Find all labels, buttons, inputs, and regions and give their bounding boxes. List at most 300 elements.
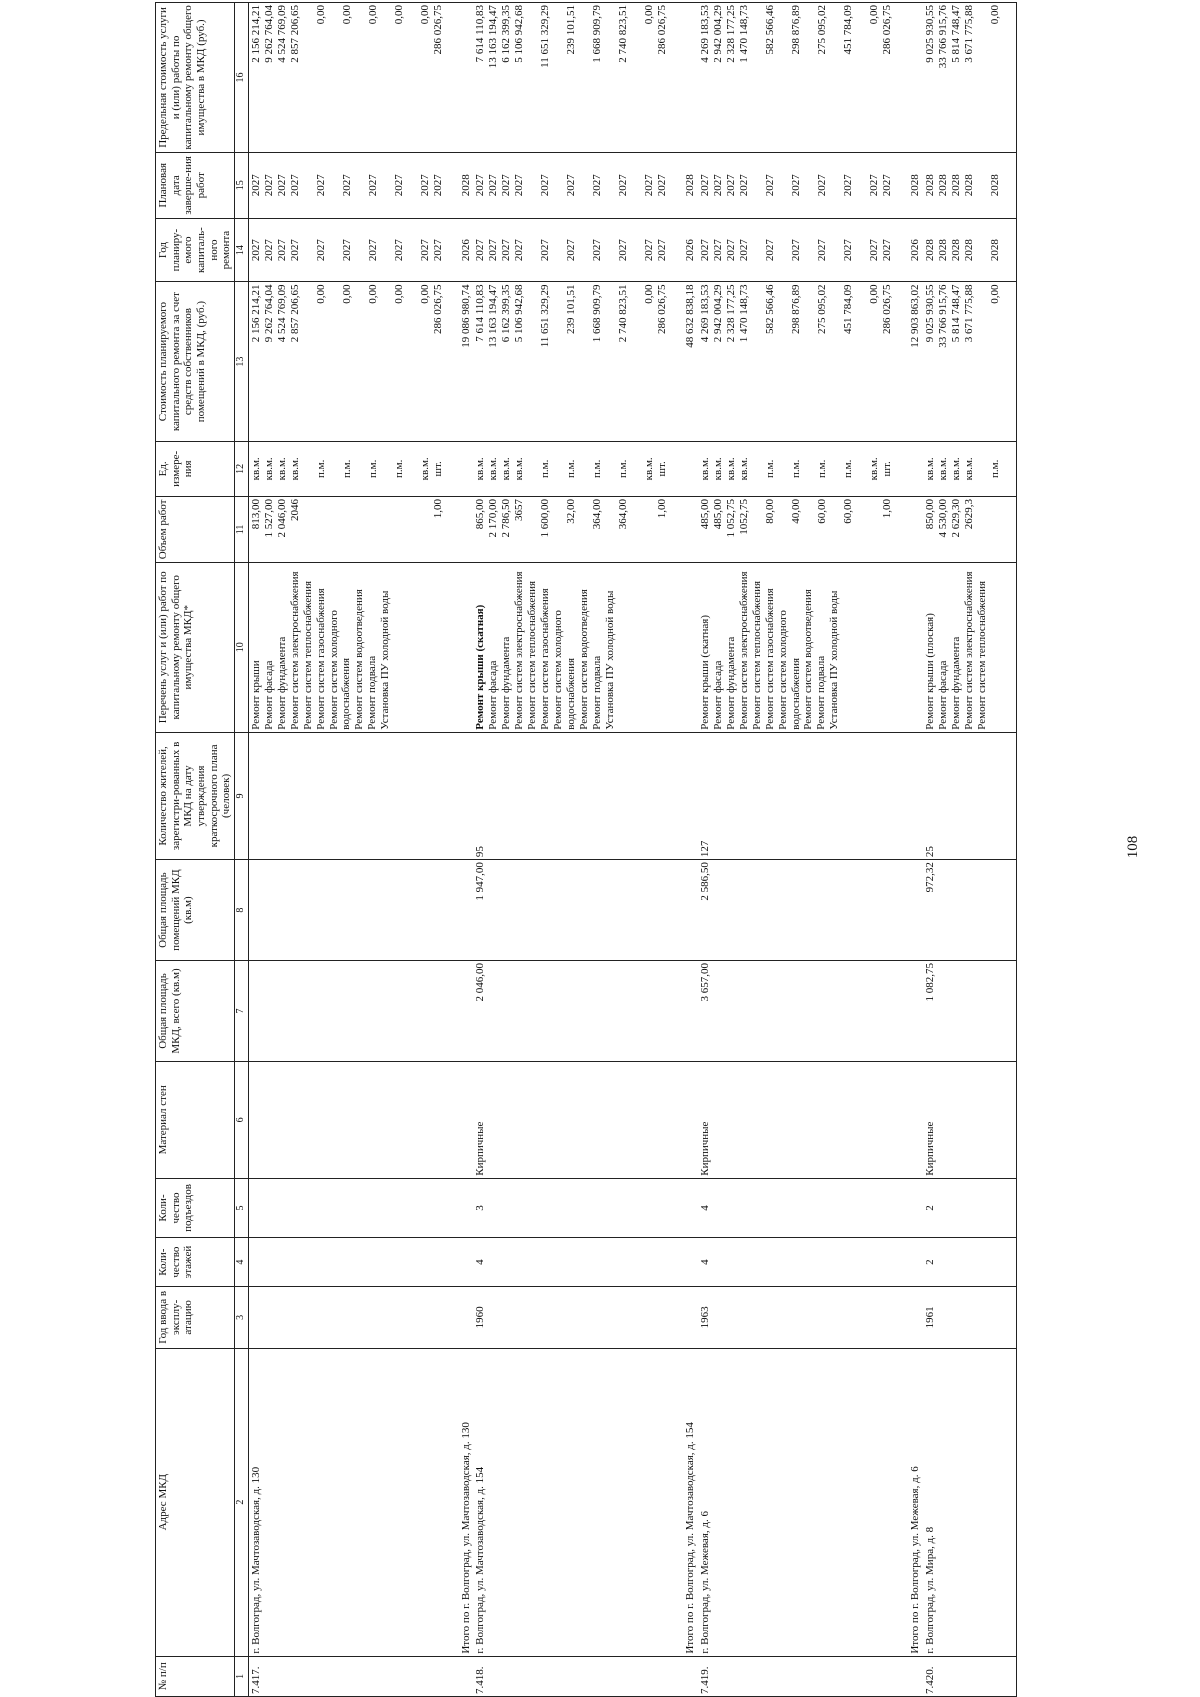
empty-cell bbox=[459, 1178, 474, 1237]
work-end bbox=[248, 152, 459, 218]
work-unit-line: кв.м. bbox=[936, 457, 949, 481]
empty-cell bbox=[683, 732, 698, 859]
work-name-line: Установка ПУ холодной воды bbox=[603, 590, 616, 730]
work-name-line: Ремонт систем газоснабжения bbox=[539, 588, 552, 730]
work-limit-line: 9 262 764,04 bbox=[262, 5, 275, 63]
residents-blank bbox=[698, 732, 908, 859]
work-limit-line: 4 524 769,09 bbox=[275, 5, 288, 63]
work-volume-line: 1 527,00 bbox=[262, 498, 275, 538]
col-header-residents: Количество жителей, зарегистри-рованных в МКД на дату утверждения краткосрочного плана (человек) bbox=[156, 732, 235, 859]
work-limit-line: 2 740 823,51 bbox=[617, 5, 630, 63]
work-name-line: Установка ПУ холодной воды bbox=[379, 590, 392, 730]
work-name-line: Ремонт фасада bbox=[936, 660, 949, 730]
col-header-area-total: Общая площадь МКД, всего (кв.м) bbox=[156, 961, 235, 1062]
work-name-line: Ремонт систем теплоснабжения bbox=[526, 580, 539, 730]
work-year-line: 2027 bbox=[366, 239, 379, 262]
column-number: 14 bbox=[234, 218, 248, 282]
work-volume-line: 1,00 bbox=[431, 498, 444, 519]
work-name-line: Ремонт систем электроснабжения bbox=[962, 571, 975, 730]
work-end-line: 2027 bbox=[842, 174, 855, 197]
work-unit bbox=[923, 441, 1017, 496]
work-volume-line: 1052,75 bbox=[738, 498, 751, 535]
work-end-line: 2028 bbox=[923, 174, 936, 197]
work-cost bbox=[923, 282, 1017, 441]
work-limit-line: 0,00 bbox=[314, 5, 327, 25]
work-end-line: 2027 bbox=[314, 174, 327, 197]
work-end-line: 2027 bbox=[656, 174, 669, 197]
work-volume-line: 60,00 bbox=[842, 498, 855, 524]
row-number: 7.417. bbox=[248, 1656, 459, 1696]
work-name bbox=[473, 562, 683, 732]
work-volume bbox=[923, 496, 1017, 562]
work-year-line: 2027 bbox=[500, 239, 513, 262]
work-cost-line: 275 095,02 bbox=[816, 284, 829, 334]
area-total: 3 657,00 bbox=[698, 961, 908, 1062]
page-number: 108 bbox=[1125, 835, 1141, 859]
total-row bbox=[459, 3, 474, 1697]
register-table bbox=[155, 2, 1017, 1697]
work-volume bbox=[698, 496, 908, 562]
work-unit-line: п.м. bbox=[314, 459, 327, 479]
work-cost-line: 0,00 bbox=[868, 284, 881, 304]
col-header-limit: Предельная стоимость услуги и (или) работы по капитальному ремонту общего имущества в МКД (руб.) bbox=[156, 3, 235, 153]
empty-cell bbox=[683, 1238, 698, 1287]
empty-cell bbox=[459, 732, 474, 859]
work-cost-line: 286 026,75 bbox=[881, 284, 894, 334]
empty-cell bbox=[908, 496, 923, 562]
work-unit-line: кв.м. bbox=[262, 457, 275, 481]
work-unit-line: кв.м. bbox=[418, 457, 431, 481]
work-volume-line: 32,00 bbox=[565, 498, 578, 524]
work-limit-line: 1 668 909,79 bbox=[591, 5, 604, 63]
work-end-line: 2027 bbox=[738, 174, 751, 197]
work-cost-line: 451 784,09 bbox=[842, 284, 855, 334]
address: г. Волгоград, ул. Мачтозаводская, д. 154 bbox=[473, 1348, 683, 1656]
work-unit-line: шт. bbox=[431, 461, 444, 477]
work-name-line: Ремонт подвала bbox=[815, 655, 828, 730]
work-limit-line: 239 101,51 bbox=[565, 5, 578, 55]
work-end-line: 2027 bbox=[591, 174, 604, 197]
column-number: 2 bbox=[234, 1348, 248, 1656]
residents: 127 bbox=[699, 840, 712, 858]
column-number: 6 bbox=[234, 1061, 248, 1178]
work-end-line: 2027 bbox=[474, 174, 487, 197]
wall-material: Кирпичные bbox=[923, 1061, 1017, 1178]
work-end-line: 2027 bbox=[249, 174, 262, 197]
work-volume-line: 40,00 bbox=[790, 498, 803, 524]
work-year-line: 2027 bbox=[881, 239, 894, 262]
total-cost: 48 632 838,18 bbox=[683, 282, 698, 441]
work-limit-line: 6 162 399,35 bbox=[500, 5, 513, 63]
empty-cell bbox=[908, 1287, 923, 1349]
work-name-line: Ремонт систем электроснабжения bbox=[513, 571, 526, 730]
work-unit-line: кв.м. bbox=[712, 457, 725, 481]
work-cost-line: 6 162 399,35 bbox=[500, 284, 513, 343]
work-end bbox=[698, 152, 908, 218]
col-header-floors: Коли-чество этажей bbox=[156, 1238, 235, 1287]
work-limit-line: 286 026,75 bbox=[881, 5, 894, 55]
work-name-line: Ремонт систем холодного водоснабжения bbox=[777, 610, 802, 730]
total-end: 2028 bbox=[459, 152, 474, 218]
area-total: 1 082,75 bbox=[923, 961, 1017, 1062]
work-end-line: 2027 bbox=[725, 174, 738, 197]
floors: 4 bbox=[698, 1238, 908, 1287]
work-name-line: Ремонт крыши (скатная) bbox=[474, 604, 487, 730]
work-volume-line: 60,00 bbox=[816, 498, 829, 524]
residents-blank bbox=[923, 732, 1017, 859]
work-year-line: 2027 bbox=[725, 239, 738, 262]
work-end-line: 2027 bbox=[392, 174, 405, 197]
work-limit-line: 1 470 148,73 bbox=[738, 5, 751, 63]
empty-cell bbox=[459, 3, 474, 153]
work-volume-line: 485,00 bbox=[699, 498, 712, 530]
column-number: 13 bbox=[234, 282, 248, 441]
column-number-row bbox=[234, 3, 248, 1697]
work-end-line: 2027 bbox=[699, 174, 712, 197]
work-volume-line: 3657 bbox=[513, 498, 526, 521]
empty-cell bbox=[459, 961, 474, 1062]
work-limit-line: 0,00 bbox=[643, 5, 656, 25]
work-year-line: 2027 bbox=[288, 239, 301, 262]
work-unit-line: кв.м. bbox=[923, 457, 936, 481]
work-year-line: 2027 bbox=[868, 239, 881, 262]
work-unit-line: шт. bbox=[656, 461, 669, 477]
residents-blank bbox=[473, 732, 683, 859]
work-name-line: Ремонт фундамента bbox=[500, 636, 513, 730]
work-year-line: 2027 bbox=[656, 239, 669, 262]
work-year-line: 2027 bbox=[643, 239, 656, 262]
work-year bbox=[473, 218, 683, 282]
work-name-line: Ремонт крыши bbox=[249, 660, 262, 730]
work-volume-line: 813,00 bbox=[249, 498, 262, 530]
work-unit-line: кв.м. bbox=[487, 457, 500, 481]
column-number: 15 bbox=[234, 152, 248, 218]
work-limit-line: 7 614 110,83 bbox=[474, 5, 487, 63]
year-built: 1960 bbox=[473, 1287, 683, 1349]
work-volume-line: 2 629,30 bbox=[949, 498, 962, 538]
work-cost-line: 13 163 194,47 bbox=[487, 284, 500, 348]
table-body bbox=[248, 3, 1016, 1697]
work-cost-line: 4 269 183,53 bbox=[699, 284, 712, 343]
work-cost-line: 239 101,51 bbox=[565, 284, 578, 334]
work-year-line: 2028 bbox=[936, 239, 949, 262]
work-limit-line: 2 857 206,65 bbox=[288, 5, 301, 63]
work-cost-line: 1 470 148,73 bbox=[738, 284, 751, 343]
work-name-line: Ремонт крыши (скатная) bbox=[699, 614, 712, 730]
work-name-line: Ремонт фундамента bbox=[275, 636, 288, 730]
work-end-line: 2027 bbox=[418, 174, 431, 197]
row-number bbox=[683, 1656, 698, 1696]
year-built: 1961 bbox=[923, 1287, 1017, 1349]
work-name-line: Ремонт систем холодного водоснабжения bbox=[552, 610, 578, 730]
work-year-line: 2027 bbox=[249, 239, 262, 262]
entrances bbox=[248, 1178, 459, 1237]
work-cost-line: 0,00 bbox=[988, 284, 1001, 304]
work-cost-line: 11 651 329,29 bbox=[539, 284, 552, 348]
empty-cell bbox=[908, 732, 923, 859]
address: г. Волгоград, ул. Мира, д. 8 bbox=[923, 1348, 1017, 1656]
wall-material: Кирпичные bbox=[473, 1061, 683, 1178]
work-limit-line: 582 566,46 bbox=[764, 5, 777, 55]
work-name-line: Ремонт крыши (плоская) bbox=[923, 613, 936, 730]
work-limit bbox=[473, 3, 683, 153]
total-cost: 19 086 980,74 bbox=[459, 282, 474, 441]
work-end-line: 2027 bbox=[431, 174, 444, 197]
column-number: 12 bbox=[234, 441, 248, 496]
work-volume-line bbox=[367, 499, 393, 560]
work-unit-line: кв.м. bbox=[513, 457, 526, 481]
work-limit-line: 298 876,89 bbox=[790, 5, 803, 55]
work-limit-line: 2 942 004,29 bbox=[712, 5, 725, 63]
work-name-line: Ремонт фасада bbox=[712, 660, 725, 730]
work-year-line: 2027 bbox=[842, 239, 855, 262]
work-unit-line: п.м. bbox=[617, 459, 630, 479]
work-name-line: Установка ПУ холодной воды bbox=[828, 590, 841, 730]
work-cost-line: 2 740 823,51 bbox=[617, 284, 630, 343]
col-header-num: № п/п bbox=[156, 1656, 235, 1696]
total-label: Итого по г. Волгоград, ул. Межевая, д. 6 bbox=[908, 1348, 923, 1656]
row-number bbox=[459, 1656, 474, 1696]
col-header-works: Перечень услуг и (или) работ по капитальному ремонту общего имущества МКД* bbox=[156, 562, 235, 732]
work-limit-line: 286 026,75 bbox=[431, 5, 444, 55]
work-unit-line: кв.м. bbox=[474, 457, 487, 481]
work-end-line: 2027 bbox=[565, 174, 578, 197]
work-unit-line: п.м. bbox=[565, 459, 578, 479]
work-end-line: 2028 bbox=[936, 174, 949, 197]
work-unit-line: кв.м. bbox=[699, 457, 712, 481]
work-end-line: 2027 bbox=[500, 174, 513, 197]
residents: 25 bbox=[923, 846, 936, 858]
empty-cell bbox=[908, 1178, 923, 1237]
work-end-line: 2027 bbox=[513, 174, 526, 197]
work-cost-line: 5 814 748,47 bbox=[949, 284, 962, 343]
work-name-line: Ремонт подвала bbox=[590, 655, 603, 730]
column-number: 10 bbox=[234, 562, 248, 732]
empty-cell bbox=[683, 496, 698, 562]
work-limit-line: 0,00 bbox=[340, 5, 353, 25]
work-end-line: 2027 bbox=[617, 174, 630, 197]
area-premises bbox=[248, 860, 459, 961]
work-limit-line: 0,00 bbox=[418, 5, 431, 25]
entrances: 4 bbox=[698, 1178, 908, 1237]
work-year-line: 2028 bbox=[988, 239, 1001, 262]
work-unit-line: кв.м. bbox=[738, 457, 751, 481]
empty-cell bbox=[459, 496, 474, 562]
work-cost-line: 2 942 004,29 bbox=[712, 284, 725, 343]
work-end-line: 2028 bbox=[962, 174, 975, 197]
work-cost-line: 3 671 775,88 bbox=[962, 284, 975, 343]
work-limit-line: 0,00 bbox=[988, 5, 1001, 25]
work-end-line: 2027 bbox=[340, 174, 353, 197]
work-year-line: 2027 bbox=[712, 239, 725, 262]
work-year-line: 2028 bbox=[949, 239, 962, 262]
work-unit-line: кв.м. bbox=[288, 457, 301, 481]
work-end-line: 2027 bbox=[712, 174, 725, 197]
work-unit-line: п.м. bbox=[392, 459, 405, 479]
col-header-plan-year: Год планиру-емого капиталь-ного ремонта bbox=[156, 218, 235, 282]
work-unit-line: п.м. bbox=[790, 459, 803, 479]
work-name-line: Ремонт фасада bbox=[262, 660, 275, 730]
work-name-line: Ремонт систем теплоснабжения bbox=[301, 580, 314, 730]
wall-material: Кирпичные bbox=[698, 1061, 908, 1178]
work-volume-line: 1 600,00 bbox=[539, 498, 552, 538]
work-year-line: 2027 bbox=[764, 239, 777, 262]
empty-cell bbox=[683, 961, 698, 1062]
header-row bbox=[156, 3, 235, 1697]
area-premises: 1 947,00 bbox=[473, 860, 683, 961]
work-name-line: Ремонт систем холодного водоснабжения bbox=[327, 610, 353, 730]
column-number: 3 bbox=[234, 1287, 248, 1349]
work-unit-line: кв.м. bbox=[949, 457, 962, 481]
work-volume bbox=[248, 496, 459, 562]
column-number: 5 bbox=[234, 1178, 248, 1237]
work-end-line: 2027 bbox=[366, 174, 379, 197]
work-year-line: 2027 bbox=[591, 239, 604, 262]
work-unit-line: кв.м. bbox=[962, 457, 975, 481]
work-limit-line: 0,00 bbox=[366, 5, 379, 25]
work-unit-line: кв.м. bbox=[868, 457, 881, 481]
empty-cell bbox=[908, 441, 923, 496]
address: г. Волгоград, ул. Межевая, д. 6 bbox=[698, 1348, 908, 1656]
work-volume-line bbox=[341, 499, 367, 560]
area-premises: 2 586,50 bbox=[698, 860, 908, 961]
work-volume-line bbox=[315, 499, 341, 560]
work-limit-line: 2 156 214,21 bbox=[249, 5, 262, 63]
year-built: 1963 bbox=[698, 1287, 908, 1349]
work-cost-line: 1 668 909,79 bbox=[591, 284, 604, 343]
empty-cell bbox=[683, 1287, 698, 1349]
total-year: 2026 bbox=[683, 218, 698, 282]
table-row bbox=[248, 3, 459, 1697]
work-limit-line: 11 651 329,29 bbox=[539, 5, 552, 68]
work-cost-line: 0,00 bbox=[366, 284, 379, 304]
empty-cell bbox=[683, 1061, 698, 1178]
entrances: 2 bbox=[923, 1178, 1017, 1237]
work-name-line: Ремонт систем теплоснабжения bbox=[975, 580, 988, 730]
work-volume-line: 4 530,00 bbox=[936, 498, 949, 538]
area-total: 2 046,00 bbox=[473, 961, 683, 1062]
work-limit-line: 3 671 775,88 bbox=[962, 5, 975, 63]
work-year-line: 2027 bbox=[487, 239, 500, 262]
work-cost-line: 0,00 bbox=[392, 284, 405, 304]
empty-cell bbox=[459, 1061, 474, 1178]
total-end: 2028 bbox=[908, 152, 923, 218]
column-number: 7 bbox=[234, 961, 248, 1062]
entrances: 3 bbox=[473, 1178, 683, 1237]
col-header-address: Адрес МКД bbox=[156, 1348, 235, 1656]
work-limit-line: 451 784,09 bbox=[842, 5, 855, 55]
work-end-line: 2027 bbox=[288, 174, 301, 197]
work-limit-line: 2 328 177,25 bbox=[725, 5, 738, 63]
work-limit bbox=[923, 3, 1017, 153]
work-volume-line: 2 786,50 bbox=[500, 498, 513, 538]
work-limit-line: 9 025 930,55 bbox=[923, 5, 936, 63]
row-number bbox=[908, 1656, 923, 1696]
work-end bbox=[473, 152, 683, 218]
work-name-line: Ремонт систем водоотведения bbox=[353, 589, 366, 730]
work-cost-line: 5 106 942,68 bbox=[513, 284, 526, 343]
col-header-material: Материал стен bbox=[156, 1061, 235, 1178]
work-volume-line bbox=[989, 499, 1015, 560]
col-header-unit: Ед. измере-ния bbox=[156, 441, 235, 496]
work-volume-line: 1,00 bbox=[881, 498, 894, 519]
work-volume bbox=[473, 496, 683, 562]
work-volume-line bbox=[393, 499, 419, 560]
floors: 2 bbox=[923, 1238, 1017, 1287]
work-end-line: 2027 bbox=[487, 174, 500, 197]
work-volume-line: 865,00 bbox=[474, 498, 487, 530]
total-cost: 12 903 863,02 bbox=[908, 282, 923, 441]
work-volume-line: 2629,3 bbox=[962, 498, 975, 530]
work-limit-line: 5 814 748,47 bbox=[949, 5, 962, 63]
work-unit bbox=[473, 441, 683, 496]
work-volume-line: 364,00 bbox=[617, 498, 630, 530]
work-limit bbox=[698, 3, 908, 153]
total-label: Итого по г. Волгоград, ул. Мачтозаводская, д. 130 bbox=[459, 1348, 474, 1656]
empty-cell bbox=[459, 441, 474, 496]
work-limit-line: 275 095,02 bbox=[816, 5, 829, 55]
work-unit-line: п.м. bbox=[988, 459, 1001, 479]
column-number: 16 bbox=[234, 3, 248, 153]
work-cost bbox=[473, 282, 683, 441]
work-name-line: Ремонт фасада bbox=[487, 660, 500, 730]
work-unit-line: п.м. bbox=[764, 459, 777, 479]
work-name bbox=[698, 562, 908, 732]
work-year-line: 2027 bbox=[340, 239, 353, 262]
work-end-line: 2028 bbox=[988, 174, 1001, 197]
work-cost-line: 9 025 930,55 bbox=[923, 284, 936, 343]
work-unit-line: кв.м. bbox=[275, 457, 288, 481]
column-number: 4 bbox=[234, 1238, 248, 1287]
row-number: 7.419. bbox=[698, 1656, 908, 1696]
work-end-line: 2027 bbox=[764, 174, 777, 197]
work-limit-line: 33 766 915,76 bbox=[936, 5, 949, 69]
work-cost-line: 4 524 769,09 bbox=[275, 284, 288, 343]
col-header-area-premises: Общая площадь помещений МКД (кв.м) bbox=[156, 860, 235, 961]
row-number: 7.418. bbox=[473, 1656, 683, 1696]
work-cost-line: 0,00 bbox=[314, 284, 327, 304]
total-row bbox=[683, 3, 698, 1697]
work-year-line: 2027 bbox=[513, 239, 526, 262]
col-header-cost: Стоимость планируемого капитального ремонта за счет средств собственников помещений в МКД, (руб.) bbox=[156, 282, 235, 441]
wall-material bbox=[248, 1061, 459, 1178]
work-end bbox=[923, 152, 1017, 218]
work-cost-line: 286 026,75 bbox=[431, 284, 444, 334]
work-end-line: 2027 bbox=[868, 174, 881, 197]
work-unit bbox=[248, 441, 459, 496]
work-unit-line: кв.м. bbox=[249, 457, 262, 481]
work-unit-line: кв.м. bbox=[500, 457, 513, 481]
work-unit-line: кв.м. bbox=[725, 457, 738, 481]
empty-cell bbox=[683, 1178, 698, 1237]
work-year-line: 2027 bbox=[418, 239, 431, 262]
total-year: 2026 bbox=[908, 218, 923, 282]
work-volume-line: 2 170,00 bbox=[487, 498, 500, 538]
work-limit bbox=[248, 3, 459, 153]
work-cost-line: 2 156 214,21 bbox=[249, 284, 262, 343]
work-year-line: 2028 bbox=[962, 239, 975, 262]
work-unit-line: п.м. bbox=[340, 459, 353, 479]
year-built bbox=[248, 1287, 459, 1349]
work-limit-line: 286 026,75 bbox=[656, 5, 669, 55]
work-year-line: 2027 bbox=[617, 239, 630, 262]
col-header-volume: Объем работ bbox=[156, 496, 235, 562]
work-year-line: 2027 bbox=[790, 239, 803, 262]
residents-blank bbox=[248, 732, 459, 859]
work-name-line: Ремонт систем газоснабжения bbox=[314, 588, 327, 730]
work-end-line: 2027 bbox=[275, 174, 288, 197]
work-cost-line: 9 262 764,04 bbox=[262, 284, 275, 343]
